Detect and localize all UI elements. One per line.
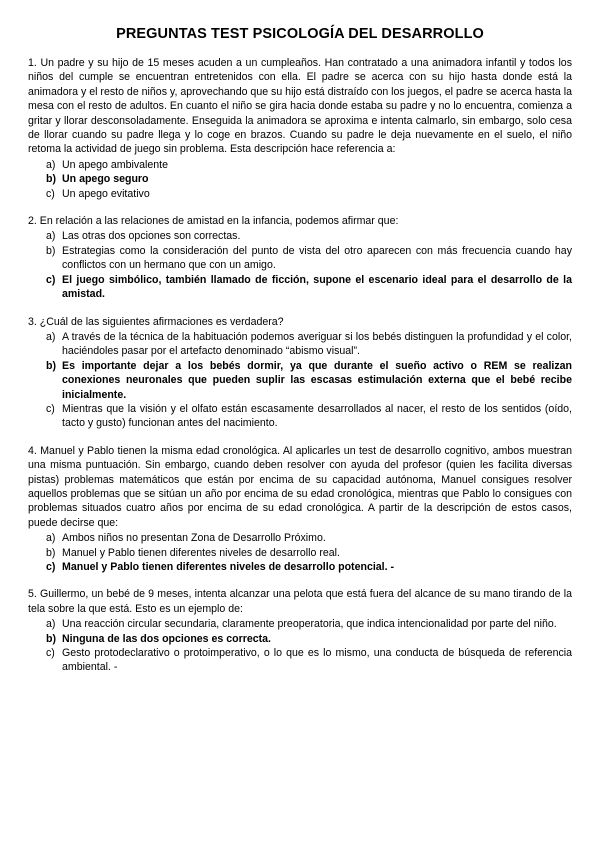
answer-options [28,158,572,201]
answer-options [28,617,572,675]
option-text: Un apego seguro [62,173,149,186]
option-letter: c) [46,647,55,660]
option-c-correct [28,560,572,574]
option-text: Ninguna de las dos opciones es correcta. [62,632,271,645]
option-text: Las otras dos opciones son correctas. [62,230,241,243]
option-b-correct [28,632,572,646]
option-b-correct [28,359,572,402]
option-letter: c) [46,402,55,415]
option-c-correct [28,273,572,302]
option-text: Un apego evitativo [62,187,150,200]
question-1 [28,56,572,201]
option-letter: c) [46,273,56,286]
option-c [28,402,572,431]
answer-options [28,330,572,431]
question-2 [28,214,572,301]
question-stem: 2. En relación a las relaciones de amistad en la infancia, podemos afirmar que: [28,215,399,228]
option-letter: a) [46,158,56,171]
question-stem: 1. Un padre y su hijo de 15 meses acuden a un cumpleaños. Han contratado a una animadora infantil y todos los niños del cumple se encuentran entretenidos con ella. El padre se acerca con su hijo hasta donde está la animadora y el resto de niños y, aprovechando que su hijo está distraído con los juegos, el padre se acerca hasta la mesa con el resto de adultos. En cuanto el niño se gira hacia donde estaba su padre y no lo encuentra, comienza a gritar y llorar desconsoladamente. Enseguida la animadora se aproxima e intenta calmarlo, sin embargo, solo cesa de llorar cuando su padre llega y lo coge en brazos. Cuando su padre le deja nuevamente en el suelo, el niño retoma la actividad de juego sin problema. Esta descripción hace referencia a: [28,57,572,156]
option-text: Manuel y Pablo tienen diferentes niveles de desarrollo real. [62,546,340,559]
option-text: Un apego ambivalente [62,158,169,171]
option-text: Ambos niños no presentan Zona de Desarrollo Próximo. [62,532,326,545]
option-b [28,546,572,560]
option-text: Mientras que la visión y el olfato están escasamente desarrollados al nacer, el resto de los sentidos (oído, tacto y gusto) funcionan antes del nacimiento. [62,402,572,430]
option-a [28,229,572,243]
answer-options [28,229,572,301]
option-b [28,244,572,273]
question-3 [28,315,572,431]
option-c [28,187,572,201]
option-text: Manuel y Pablo tienen diferentes niveles de desarrollo potencial. - [62,561,395,573]
option-text: El juego simbólico, también llamado de ficción, supone el escenario ideal para el desarrollo de la amistad. [62,273,572,301]
option-letter: b) [46,359,56,372]
option-a [28,531,572,545]
option-a [28,330,572,359]
option-letter: a) [46,230,56,243]
question-stem: 5. Guillermo, un bebé de 9 meses, intenta alcanzar una pelota que está fuera del alcance de su mano tirando de la tela sobre la que está. Esto es un ejemplo de: [28,588,572,615]
option-letter: b) [46,632,56,645]
option-text: Una reacción circular secundaria, claramente preoperatoria, que indica intencionalidad por parte del niño. [62,618,557,631]
option-text: Estrategias como la consideración del punto de vista del otro aparecen con más frecuencia cuando hay conflictos con un hermano que con un amigo. [62,244,572,272]
option-text: Gesto protodeclarativo o protoimperativo, o lo que es lo mismo, una conducta de búsqueda de referencia ambiental. - [62,647,572,674]
option-letter: a) [46,618,56,631]
option-letter: b) [46,244,56,257]
option-b-correct [28,172,572,186]
option-letter: c) [46,561,56,573]
question-stem: 4. Manuel y Pablo tienen la misma edad cronológica. Al aplicarles un test de desarrollo cognitivo, ambos muestran una misma puntuación. Sin embargo, cuando deben resolver con ayuda del profesor (quien les facilita diversas pistas) problemas matemáticos que están por encima de su capacidad autónoma, Manuel consigues resolver aquellos problemas que se sitúan un año por encima de su edad cronológica, mientras que Pablo lo consigues con problemas situados cuatro años por encima de su edad cronológica. A partir de la descripción de estos casos, puede decirse que: [28,444,572,529]
option-a [28,158,572,172]
option-text: Es importante dejar a los bebés dormir, ya que durante el sueño activo o REM se realizan conexiones neuronales que pueden suplir las escasas estimulación externa que el bebé recibe inicialmente. [62,359,572,401]
option-letter: a) [46,330,56,343]
answer-options [28,531,572,574]
question-4 [28,444,572,575]
option-letter: a) [46,532,56,545]
question-stem: 3. ¿Cuál de las siguientes afirmaciones es verdadera? [28,315,284,328]
option-letter: c) [46,187,55,200]
option-letter: b) [46,173,56,186]
page-title: PREGUNTAS TEST PSICOLOGÍA DEL DESARROLLO [116,26,484,42]
option-text: A través de la técnica de la habituación podemos averiguar si los bebés distinguen la profundidad y el color, haciéndoles pasar por el artefacto denominado “abismo visual”. [62,330,572,358]
option-letter: b) [46,546,56,559]
question-5 [28,587,572,674]
option-c [28,646,572,675]
option-a [28,617,572,631]
